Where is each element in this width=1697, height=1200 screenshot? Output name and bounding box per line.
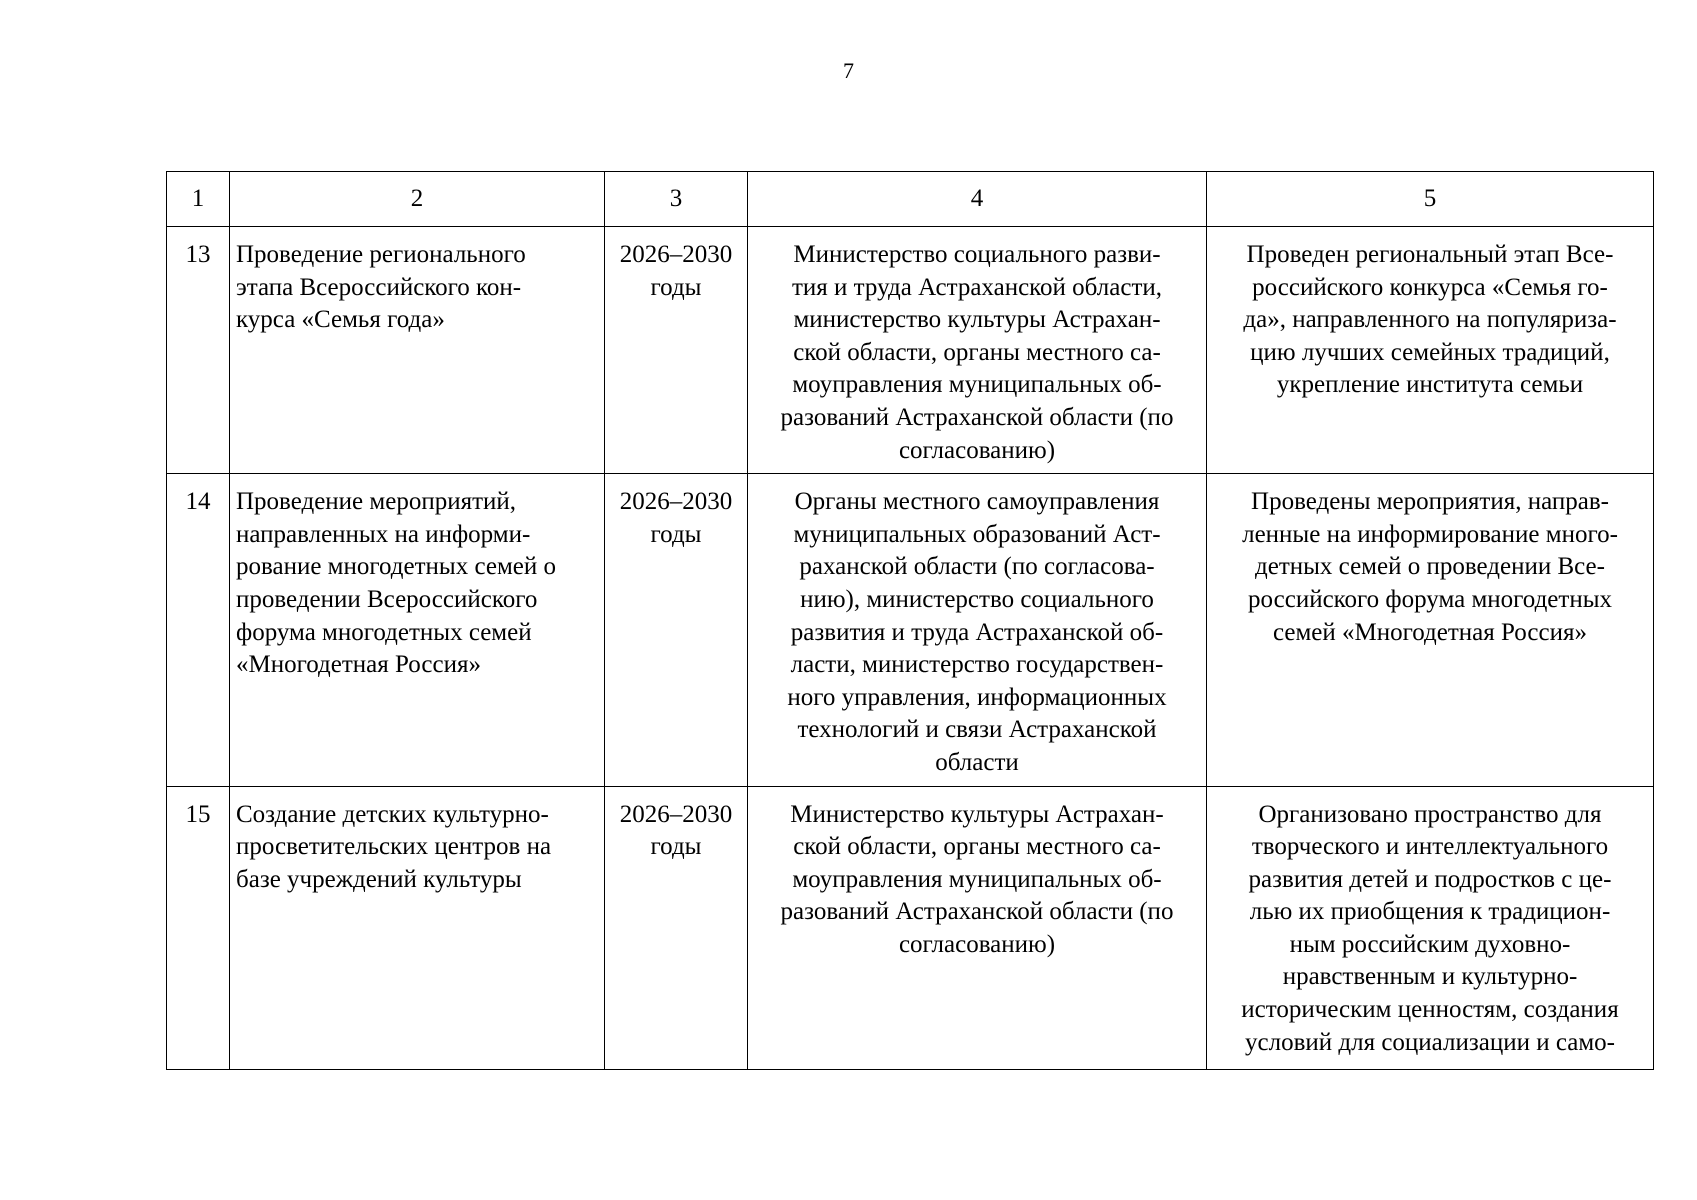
text-line: Создание детских культурно- <box>236 800 549 828</box>
table-row <box>167 474 1654 786</box>
text-line: курса «Семья года» <box>236 306 445 334</box>
text-line: области <box>935 748 1019 776</box>
executors <box>748 474 1207 786</box>
text-line: раханской области (по согласова- <box>799 553 1155 581</box>
text-line: рование многодетных семей о <box>236 553 556 581</box>
column-header-3: 3 <box>605 172 748 227</box>
page-number: 7 <box>843 58 854 83</box>
text-line: министерство культуры Астрахан- <box>793 306 1161 334</box>
column-header-5: 5 <box>1207 172 1654 227</box>
column-header-4: 4 <box>748 172 1207 227</box>
text-line: Проведен региональный этап Все- <box>1246 241 1614 268</box>
text-line: разований Астраханской области (по <box>780 403 1174 431</box>
text-line: творческого и интеллектуального <box>1251 833 1609 861</box>
measure-name <box>230 227 605 474</box>
text-line: да», направленного на популяриза- <box>1243 306 1617 334</box>
text-line: муниципальных образований Аст- <box>793 520 1161 548</box>
text-line: моуправления муниципальных об- <box>792 371 1162 399</box>
text-line: Проведение регионального <box>236 241 526 268</box>
text-line: ленные на информирование много- <box>1242 520 1618 548</box>
column-header-1: 1 <box>167 172 230 227</box>
text-line: российского форума многодетных <box>1248 585 1612 613</box>
text-line: ным российским духовно- <box>1289 930 1571 958</box>
text-line: ласти, министерство государствен- <box>790 651 1164 679</box>
period <box>605 786 748 1069</box>
text-line: годы <box>650 833 702 861</box>
text-line: годы <box>650 520 702 548</box>
text-line: моуправления муниципальных об- <box>792 865 1162 893</box>
text-line: разований Астраханской области (по <box>780 898 1174 926</box>
text-line: направленных на информи- <box>236 520 531 548</box>
text-line: технологий и связи Астраханской <box>797 716 1157 744</box>
text-line: Органы местного самоуправления <box>794 488 1160 516</box>
column-header-2: 2 <box>230 172 605 227</box>
table-row <box>167 786 1654 1069</box>
text-line: этапа Всероссийского кон- <box>236 273 522 301</box>
expected-result <box>1207 786 1654 1069</box>
executors <box>748 227 1207 474</box>
text-line: детных семей о проведении Все- <box>1255 553 1605 581</box>
text-line: 2026–2030 <box>619 800 733 828</box>
text-line: Проведение мероприятий, <box>236 488 517 516</box>
text-line: базе учреждений культуры <box>236 865 522 893</box>
text-line: укрепление института семьи <box>1276 371 1584 399</box>
executors <box>748 786 1207 1069</box>
text-line: годы <box>650 273 702 301</box>
measures-table <box>166 171 1654 1070</box>
text-line: тия и труда Астраханской области, <box>792 273 1162 301</box>
period <box>605 474 748 786</box>
text-line: ного управления, информационных <box>787 683 1167 711</box>
text-line: ской области, органы местного са- <box>793 338 1161 366</box>
text-line: условий для социализации и само- <box>1245 1028 1615 1056</box>
text-line: семей «Многодетная Россия» <box>1272 618 1587 646</box>
expected-result <box>1207 227 1654 474</box>
measure-name <box>230 786 605 1069</box>
period <box>605 227 748 474</box>
text-line: Организовано пространство для <box>1258 800 1602 828</box>
measure-name <box>230 474 605 786</box>
text-line: развития и труда Астраханской об- <box>790 618 1164 646</box>
text-line: развития детей и подростков с це- <box>1248 865 1612 893</box>
expected-result <box>1207 474 1654 786</box>
text-line: 2026–2030 <box>619 488 733 516</box>
text-line: лью их приобщения к традицион- <box>1249 898 1611 926</box>
text-line: Министерство культуры Астрахан- <box>790 800 1164 828</box>
text-line: просветительских центров на <box>236 833 552 861</box>
row-number: 15 <box>167 786 230 1069</box>
text-line: российского конкурса «Семья го- <box>1252 273 1608 301</box>
text-line: ской области, органы местного са- <box>793 833 1161 861</box>
table-row <box>167 227 1654 474</box>
text-line: проведении Всероссийского <box>236 585 538 613</box>
text-line: «Многодетная Россия» <box>236 651 481 679</box>
text-line: согласованию) <box>898 930 1056 958</box>
text-line: 2026–2030 <box>619 241 733 268</box>
text-line: нию), министерство социального <box>800 585 1154 613</box>
row-number: 13 <box>167 227 230 474</box>
table-header-row <box>167 172 1654 227</box>
text-line: историческим ценностям, создания <box>1241 996 1619 1024</box>
text-line: форума многодетных семей <box>236 618 532 646</box>
text-line: нравственным и культурно- <box>1282 963 1578 991</box>
text-line: Проведены мероприятия, направ- <box>1251 488 1609 516</box>
text-line: согласованию) <box>898 436 1056 464</box>
text-line: цию лучших семейных традиций, <box>1250 338 1610 366</box>
row-number: 14 <box>167 474 230 786</box>
text-line: Министерство социального разви- <box>793 241 1161 268</box>
